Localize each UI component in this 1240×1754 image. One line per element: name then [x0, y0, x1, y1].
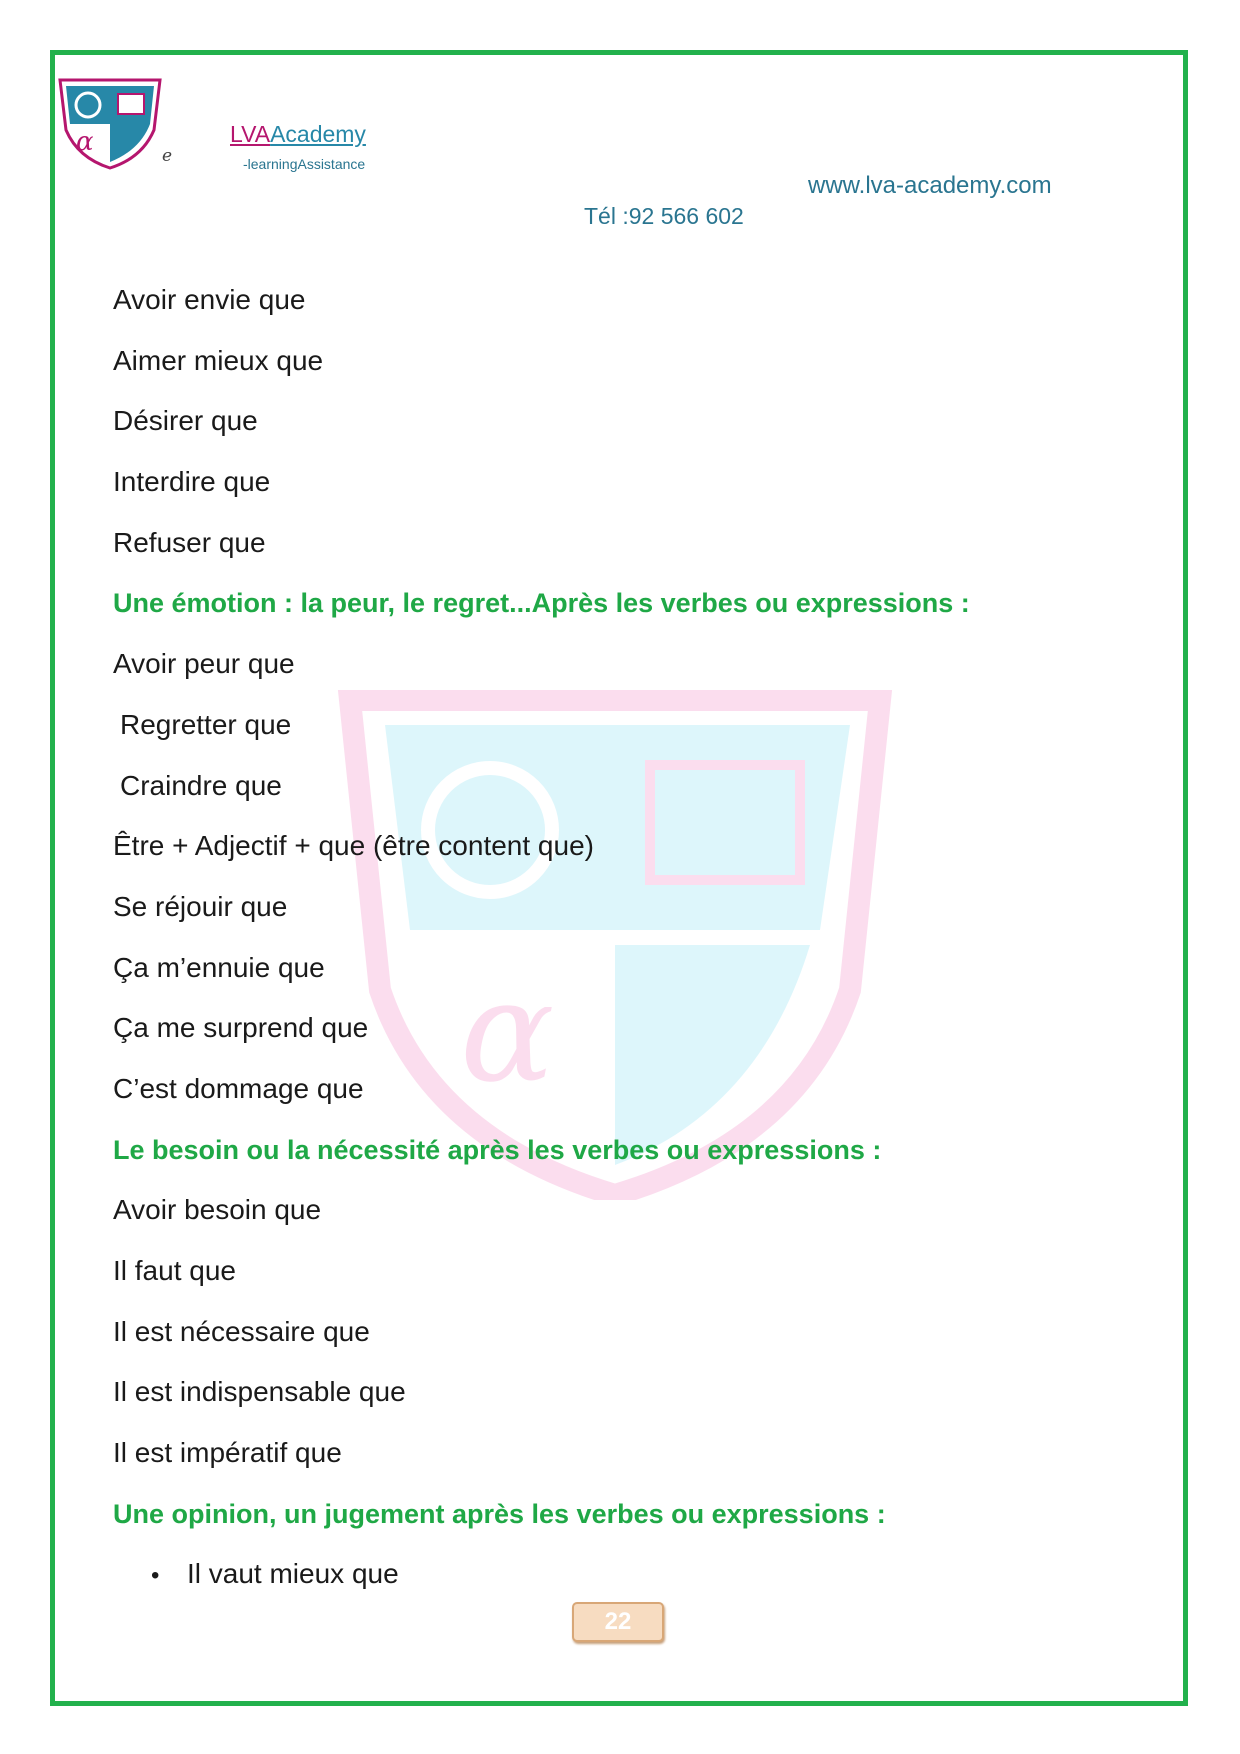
- expression-line: Refuser que: [113, 526, 266, 558]
- expression-line: Désirer que: [113, 405, 258, 437]
- phone-number: Tél :92 566 602: [584, 203, 744, 229]
- expression-line: Il est indispensable que: [113, 1376, 406, 1408]
- expression-line: Regretter que: [120, 708, 292, 740]
- expression-line: Interdire que: [113, 466, 271, 498]
- expression-line: Ça me surprend que: [113, 1012, 369, 1044]
- svg-text:α: α: [76, 127, 94, 157]
- expression-line: Craindre que: [120, 769, 282, 801]
- expression-line: Ça m’ennuie que: [113, 951, 325, 983]
- expression-line: C’est dommage que: [113, 1072, 364, 1104]
- website-address: www.lva-academy.com: [808, 172, 1052, 199]
- lva-academy-logo: [56, 78, 164, 170]
- expression-line: Aimer mieux que: [113, 344, 324, 376]
- brand-academy: Academy: [270, 121, 366, 147]
- expression-line: Il faut que: [113, 1255, 236, 1286]
- logo-letter: e: [162, 146, 173, 166]
- svg-text:α: α: [460, 951, 555, 1114]
- expression-line: Se réjouir que: [113, 890, 288, 922]
- content-list: [113, 278, 1113, 1613]
- bullet-dot: •: [151, 1562, 160, 1590]
- page-number-badge: 22: [572, 1602, 664, 1642]
- section-heading-besoin: Le besoin ou la nécessité après les verbes ou expressions :: [113, 1134, 882, 1165]
- brand-tagline: -learningAssistance: [243, 156, 366, 172]
- brand-name: [230, 120, 366, 148]
- bullet-text: Il vaut mieux que: [187, 1558, 399, 1590]
- section-heading-emotion: Une émotion : la peur, le regret...Après les verbes ou expressions :: [113, 588, 970, 619]
- expression-line: Il est impératif que: [113, 1437, 342, 1469]
- brand-lva: LVA: [230, 121, 271, 147]
- section-heading-opinion: Une opinion, un jugement après les verbes ou expressions :: [113, 1498, 886, 1529]
- expression-line: Il est nécessaire que: [113, 1315, 370, 1347]
- expression-line: Avoir peur que: [113, 648, 295, 680]
- expression-line: Avoir besoin que: [113, 1194, 322, 1226]
- expression-line: Être + Adjectif + que (être content que): [113, 830, 594, 862]
- expression-line: Avoir envie que: [113, 284, 306, 315]
